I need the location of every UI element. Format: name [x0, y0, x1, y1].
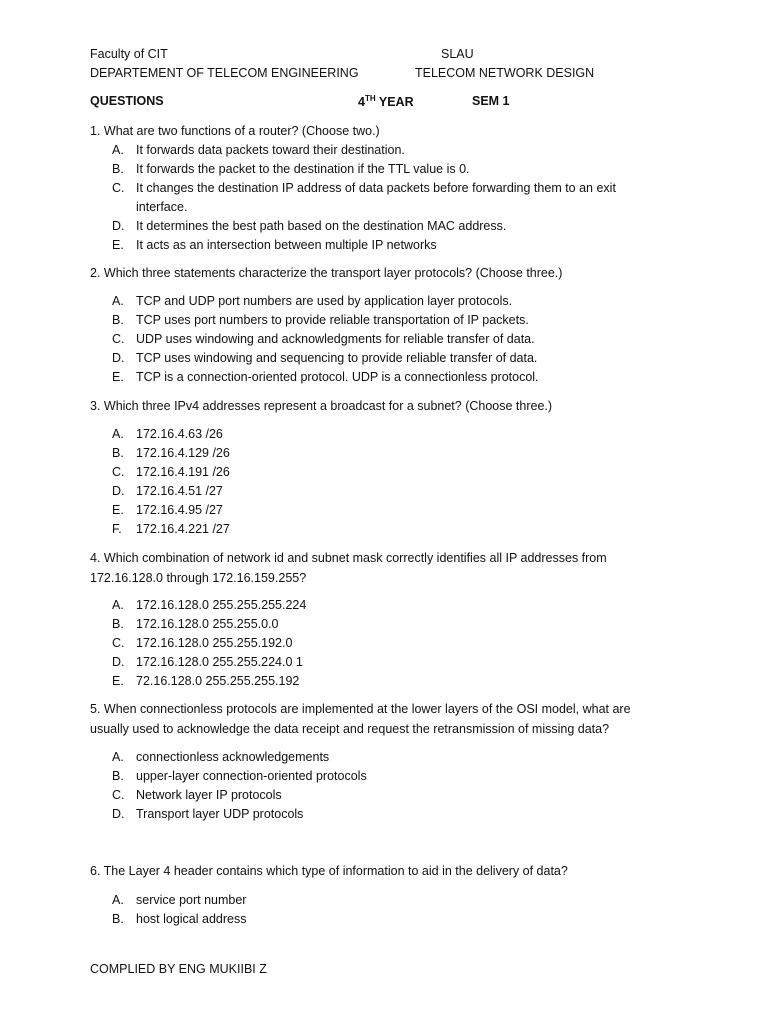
option-letter: E. [112, 503, 124, 517]
option-letter: B. [112, 617, 124, 631]
option [112, 634, 632, 653]
option [112, 482, 632, 501]
option-letter: A. [112, 750, 124, 764]
option-letter: C. [112, 181, 125, 195]
option-letter: D. [112, 484, 125, 498]
option-letter: C. [112, 465, 125, 479]
year-number: 4 [358, 95, 365, 110]
option [112, 910, 632, 929]
option-text: 172.16.128.0 255.255.192.0 [136, 636, 293, 650]
footer-credit: COMPLIED BY ENG MUKIIBI Z [90, 962, 267, 976]
option-text: upper-layer connection-oriented protocols [136, 769, 367, 783]
option [112, 330, 632, 349]
option-letter: E. [112, 674, 124, 688]
option-letter: A. [112, 294, 124, 308]
question-3: 3. Which three IPv4 addresses represent a broadcast for a subnet? (Choose three.) [90, 399, 553, 413]
option [112, 349, 632, 368]
option [112, 179, 632, 217]
option-text: UDP uses windowing and acknowledgments for reliable transfer of data. [136, 332, 535, 346]
option [112, 891, 632, 910]
option [112, 463, 632, 482]
option-letter: D. [112, 351, 125, 365]
option [112, 501, 632, 520]
option-text: It forwards data packets toward their destination. [136, 143, 405, 157]
year-label [358, 94, 414, 109]
option-text: 172.16.4.221 /27 [136, 522, 230, 536]
question-6: 6. The Layer 4 header contains which type of information to aid in the delivery of data? [90, 864, 568, 878]
option-text: Transport layer UDP protocols [136, 807, 304, 821]
option-letter: D. [112, 655, 125, 669]
option [112, 292, 632, 311]
option-letter: C. [112, 788, 125, 802]
question-3-options [112, 425, 632, 539]
option-text: It determines the best path based on the destination MAC address. [136, 219, 507, 233]
option-letter: B. [112, 313, 124, 327]
question-4: 4. Which combination of network id and subnet mask correctly identifies all IP addresses from 172.16.128.0 through 172.16.159.255? [90, 551, 607, 585]
option-text: 172.16.4.191 /26 [136, 465, 230, 479]
option [112, 672, 632, 691]
department-label: DEPARTEMENT OF TELECOM ENGINEERING [90, 66, 359, 80]
option-letter: B. [112, 162, 124, 176]
option [112, 141, 632, 160]
option-letter: C. [112, 332, 125, 346]
option [112, 615, 632, 634]
year-word: YEAR [378, 95, 414, 110]
option-letter: A. [112, 893, 124, 907]
faculty-label: Faculty of CIT [90, 47, 168, 61]
option-letter: B. [112, 446, 124, 460]
option [112, 368, 632, 387]
option-text: 72.16.128.0 255.255.255.192 [136, 674, 300, 688]
option-text: host logical address [136, 912, 247, 926]
option [112, 520, 632, 539]
option-text: service port number [136, 893, 247, 907]
question-1-options [112, 141, 632, 255]
university-label: SLAU [441, 47, 474, 61]
option-letter: A. [112, 143, 124, 157]
question-2: 2. Which three statements characterize the transport layer protocols? (Choose three.) [90, 266, 563, 280]
option-letter: B. [112, 769, 124, 783]
option-letter: C. [112, 636, 125, 650]
option [112, 653, 632, 672]
option-letter: B. [112, 912, 124, 926]
option-text: It acts as an intersection between multiple IP networks [136, 238, 437, 252]
option-text: 172.16.128.0 255.255.0.0 [136, 617, 279, 631]
option-text: connectionless acknowledgements [136, 750, 330, 764]
option [112, 425, 632, 444]
option-text: 172.16.4.51 /27 [136, 484, 223, 498]
option [112, 767, 632, 786]
option [112, 236, 632, 255]
option-letter: E. [112, 238, 124, 252]
option-letter: D. [112, 219, 125, 233]
option-text: 172.16.4.63 /26 [136, 427, 223, 441]
option-letter: E. [112, 370, 124, 384]
course-label: TELECOM NETWORK DESIGN [415, 66, 595, 80]
question-4-options [112, 596, 632, 691]
option-text: Network layer IP protocols [136, 788, 282, 802]
question-2-options [112, 292, 632, 387]
option [112, 217, 632, 236]
question-5: 5. When connectionless protocols are implemented at the lower layers of the OSI model, what are usually used to acknowledge the data receipt and request the retransmission of missing data? [90, 702, 631, 736]
option [112, 311, 632, 330]
option-text: 172.16.4.95 /27 [136, 503, 223, 517]
question-5-options [112, 748, 632, 824]
year-superscript: TH [364, 94, 376, 103]
question-1: 1. What are two functions of a router? (Choose two.) [90, 124, 380, 138]
option-text: 172.16.4.129 /26 [136, 446, 230, 460]
option-letter: D. [112, 807, 125, 821]
option-text: TCP and UDP port numbers are used by application layer protocols. [136, 294, 513, 308]
option-text: 172.16.128.0 255.255.255.224 [136, 598, 307, 612]
option-letter: A. [112, 598, 124, 612]
section-title: QUESTIONS [90, 94, 164, 108]
option [112, 444, 632, 463]
option-text: TCP is a connection-oriented protocol. UDP is a connectionless protocol. [136, 370, 539, 384]
option-text: TCP uses port numbers to provide reliable transportation of IP packets. [136, 313, 529, 327]
option-text: It changes the destination IP address of data packets before forwarding them to an exit interface. [136, 181, 616, 214]
option [112, 805, 632, 824]
option-text: It forwards the packet to the destination if the TTL value is 0. [136, 162, 470, 176]
option-letter: A. [112, 427, 124, 441]
option-letter: F. [112, 522, 122, 536]
option-text: 172.16.128.0 255.255.224.0 1 [136, 655, 303, 669]
option [112, 596, 632, 615]
option-text: TCP uses windowing and sequencing to provide reliable transfer of data. [136, 351, 538, 365]
option [112, 160, 632, 179]
question-6-options [112, 891, 632, 929]
option [112, 748, 632, 767]
semester-label: SEM 1 [472, 94, 510, 108]
option [112, 786, 632, 805]
